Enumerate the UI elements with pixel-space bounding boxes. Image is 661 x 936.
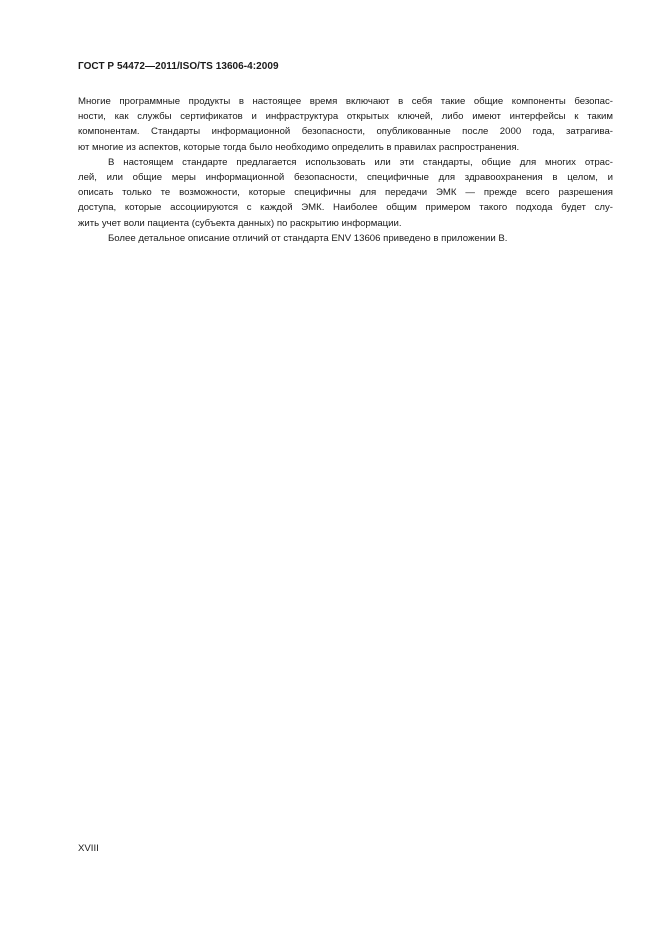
text-line: жить учет воли пациента (субъекта данных) по раскрытию информации.: [78, 217, 402, 229]
paragraph-3: [78, 231, 613, 246]
text-line: Многие программные продукты в настоящее время включают в себя такие общие компоненты безопас-: [78, 96, 613, 107]
text-line: ности, как службы сертификатов и инфраструктура открытых ключей, либо имеют интерфейсы к таким: [78, 111, 613, 123]
text-line: ют многие из аспектов, которые тогда было необходимо определить в правилах распространения.: [78, 141, 520, 153]
page-number: XVIII: [78, 843, 99, 854]
body-text: [78, 94, 613, 246]
document-header-title: ГОСТ Р 54472—2011/ISO/TS 13606-4:2009: [78, 61, 279, 72]
text-line: доступа, которые ассоциируются с каждой ЭМК. Наиболее общим примером такого подхода будет слу-: [78, 202, 613, 214]
paragraph-1: [78, 94, 613, 155]
paragraph-2: [78, 155, 613, 231]
text-line: компонентам. Стандарты информационной безопасности, опубликованные после 2000 года, затрагива-: [78, 126, 613, 138]
text-line: лей, или общие меры информационной безопасности, специфичные для здравоохранения в целом, и: [78, 171, 613, 183]
text-line: описать только те возможности, которые специфичны для передачи ЭМК — прежде всего разрешения: [78, 187, 613, 199]
text-line: Более детальное описание отличий от стандарта ENV 13606 приведено в приложении В.: [108, 232, 508, 244]
text-line: В настоящем стандарте предлагается использовать или эти стандарты, общие для многих отрас-: [108, 156, 613, 168]
